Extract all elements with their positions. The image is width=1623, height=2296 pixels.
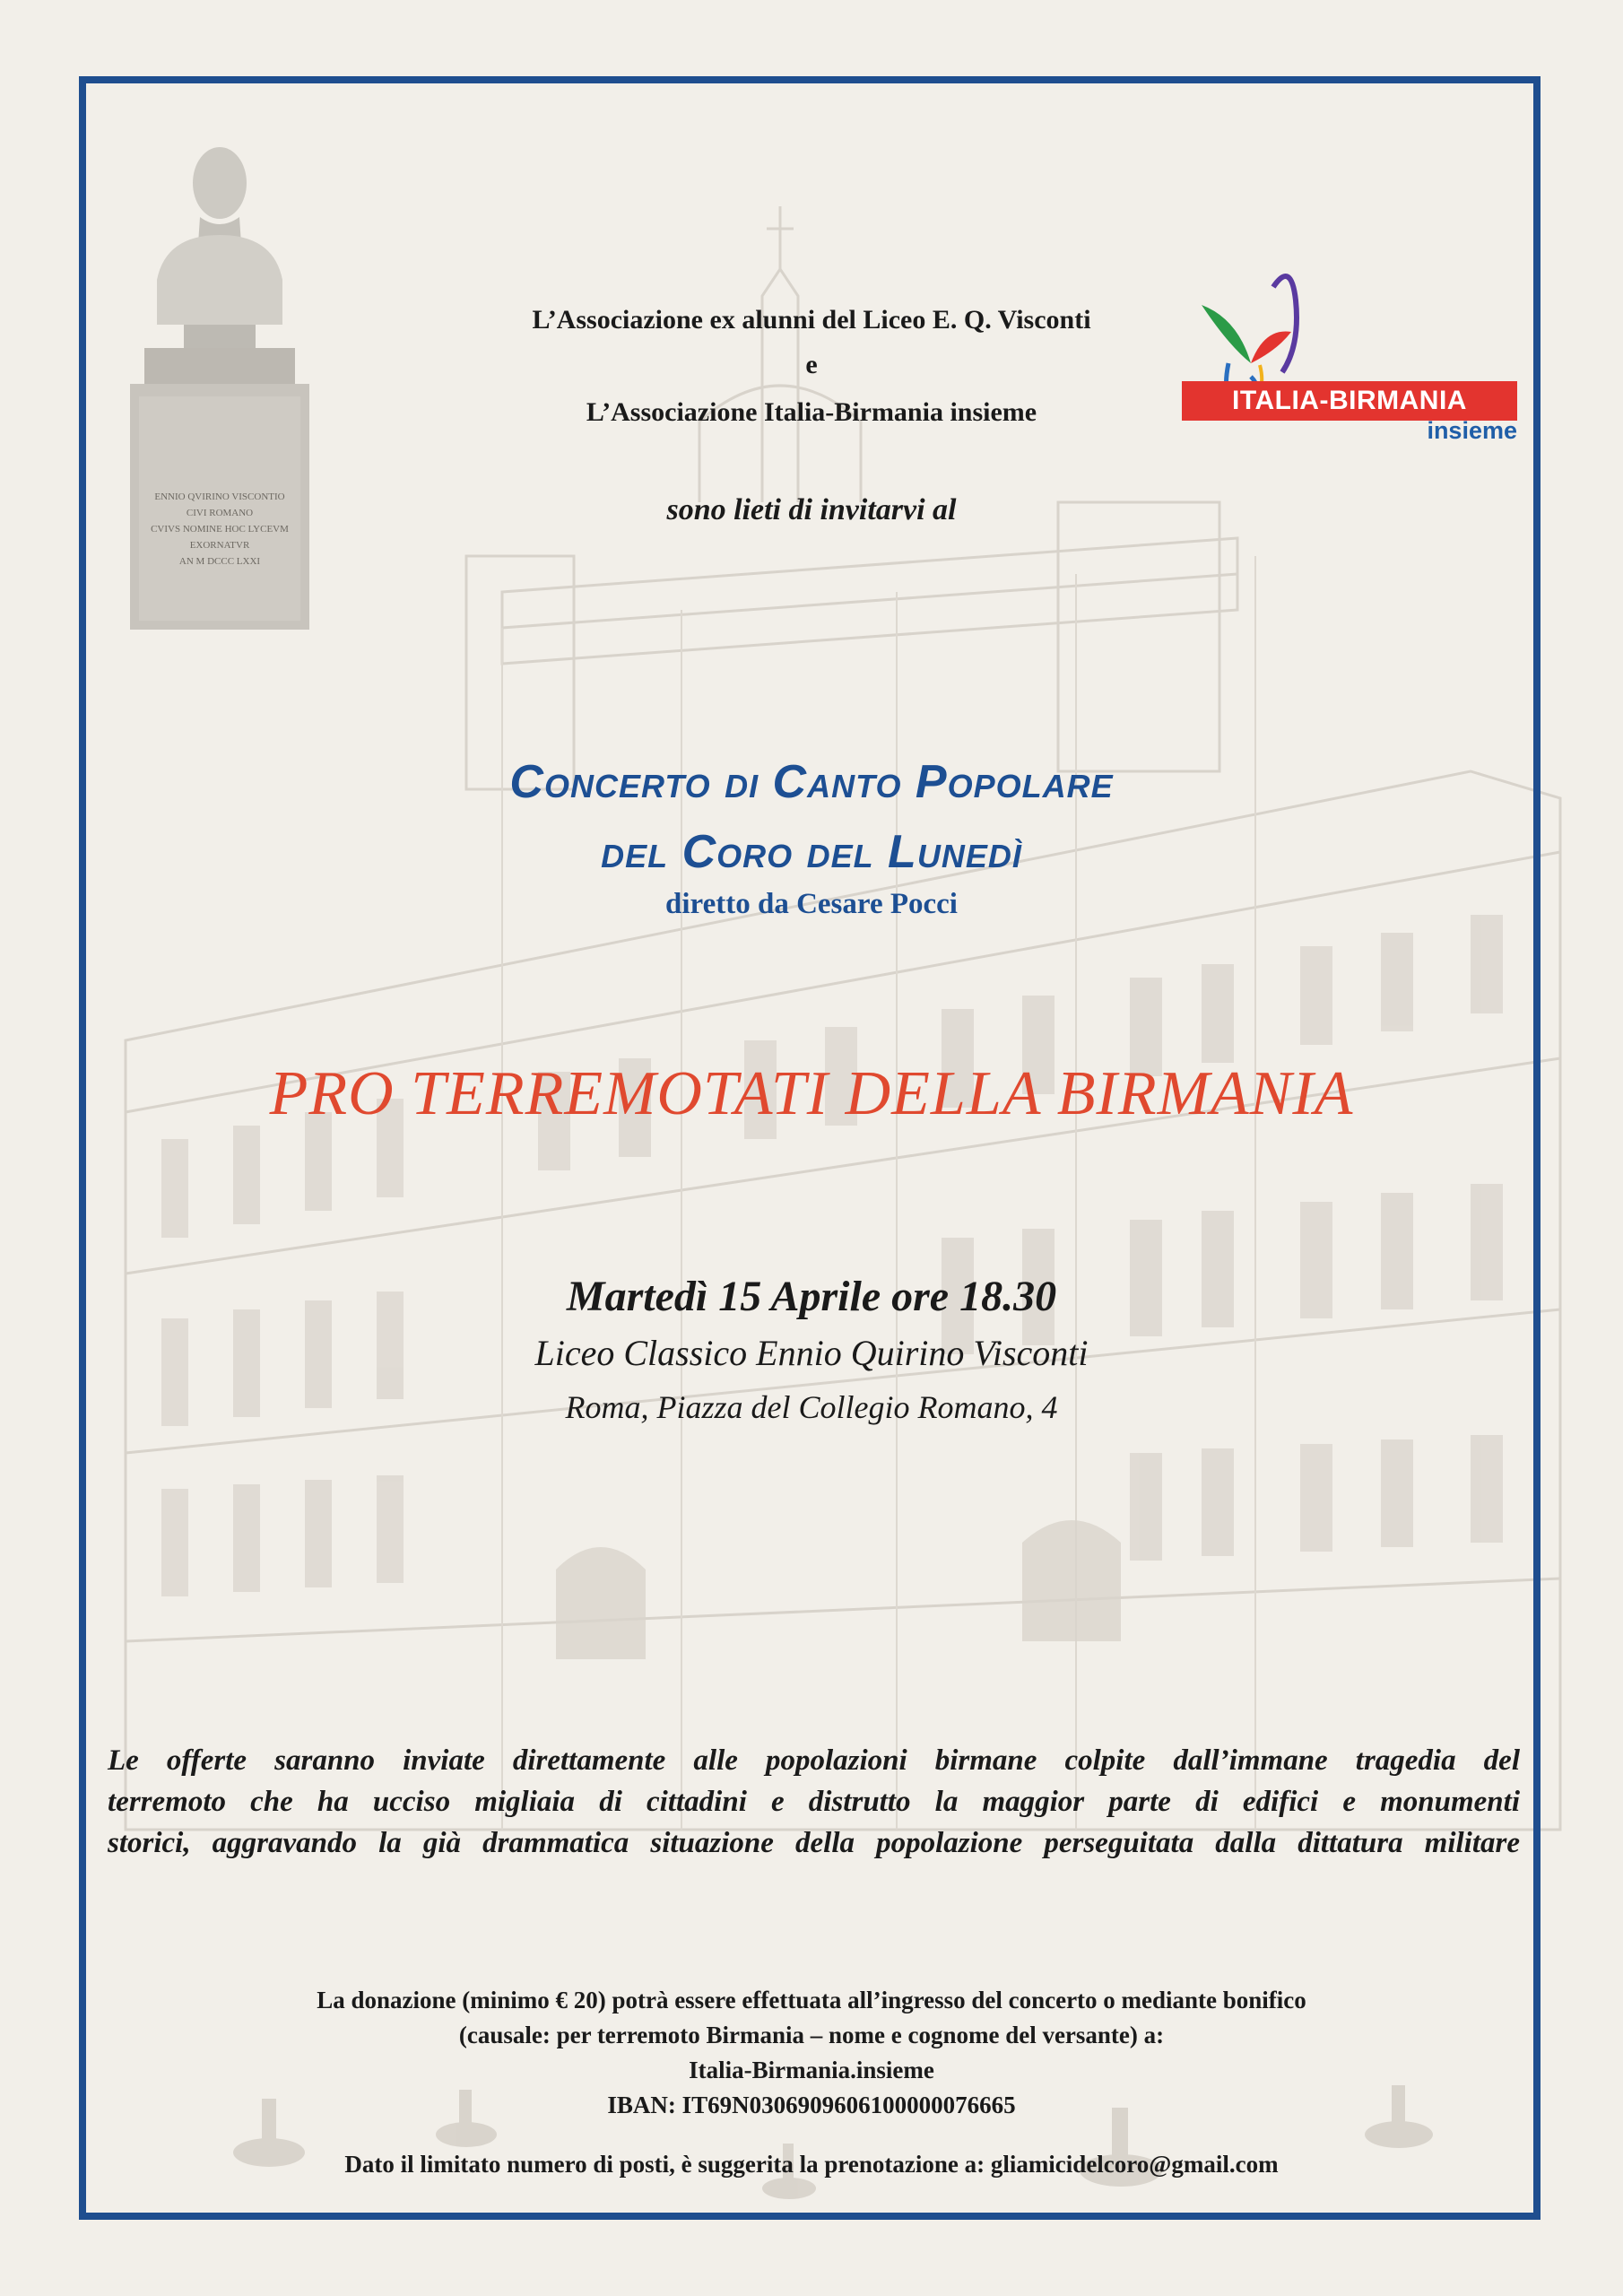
concert-title-line-1: Concerto di Canto Popolare: [509, 756, 1114, 808]
event-address: Roma, Piazza del Collegio Romano, 4: [565, 1389, 1058, 1425]
event-date: Martedì 15 Aprile ore 18.30: [566, 1273, 1057, 1320]
bust-inscription-2: CIVI ROMANO: [186, 508, 254, 518]
offerte-paragraph: [108, 1740, 1520, 1864]
event-venue: Liceo Classico Ennio Quirino Visconti: [534, 1333, 1089, 1373]
offerte-line-2: terremoto che ha ucciso migliaia di cittadini e distrutto la maggior parte di edifici e monumenti: [108, 1786, 1520, 1818]
association-1: L’Associazione ex alunni del Liceo E. Q. Visconti: [532, 305, 1091, 335]
bust-inscription-1: ENNIO QVIRINO VISCONTIO: [154, 491, 285, 502]
donation-iban: IBAN: IT69N0306909606100000076665: [607, 2092, 1016, 2118]
donation-line-1: La donazione (minimo € 20) potrà essere effettuata all’ingresso del concerto o mediante bonifico: [317, 1987, 1306, 2013]
logo-wordmark: ITALIA-BIRMANIA: [1182, 381, 1517, 421]
concert-director: diretto da Cesare Pocci: [665, 888, 958, 920]
offerte-line-1: Le offerte saranno inviate direttamente alle popolazioni birmane colpite dall’immane tragedia del: [108, 1744, 1520, 1777]
bust-inscription-3: CVIVS NOMINE HOC LYCEVM: [151, 524, 289, 535]
visconti-bust-image: [130, 145, 309, 630]
conjunction: e: [805, 350, 818, 379]
offerte-line-3: storici, aggravando la già drammatica situazione della popolazione perseguitata dalla dittatura militare: [108, 1827, 1520, 1859]
logo-subtitle: insieme: [1427, 417, 1517, 444]
donation-account-name: Italia-Birmania.insieme: [689, 2057, 934, 2083]
bust-inscription-5: AN M DCCC LXXI: [178, 556, 261, 567]
booking-contact: Dato il limitato numero di posti, è suggerita la prenotazione a: gliamicidelcoro@gmail.com: [344, 2151, 1279, 2178]
bust-inscription-4: EXORNATVR: [189, 540, 250, 551]
donation-line-2: (causale: per terremoto Birmania – nome e cognome del versante) a:: [458, 2022, 1165, 2048]
invitation-line: sono lieti di invitarvi al: [666, 493, 957, 526]
concert-title-line-2: del Coro del Lunedì: [601, 826, 1022, 878]
association-2: L’Associazione Italia-Birmania insieme: [586, 397, 1037, 427]
cause-title: PRO TERREMOTATI DELLA BIRMANIA: [269, 1059, 1354, 1128]
